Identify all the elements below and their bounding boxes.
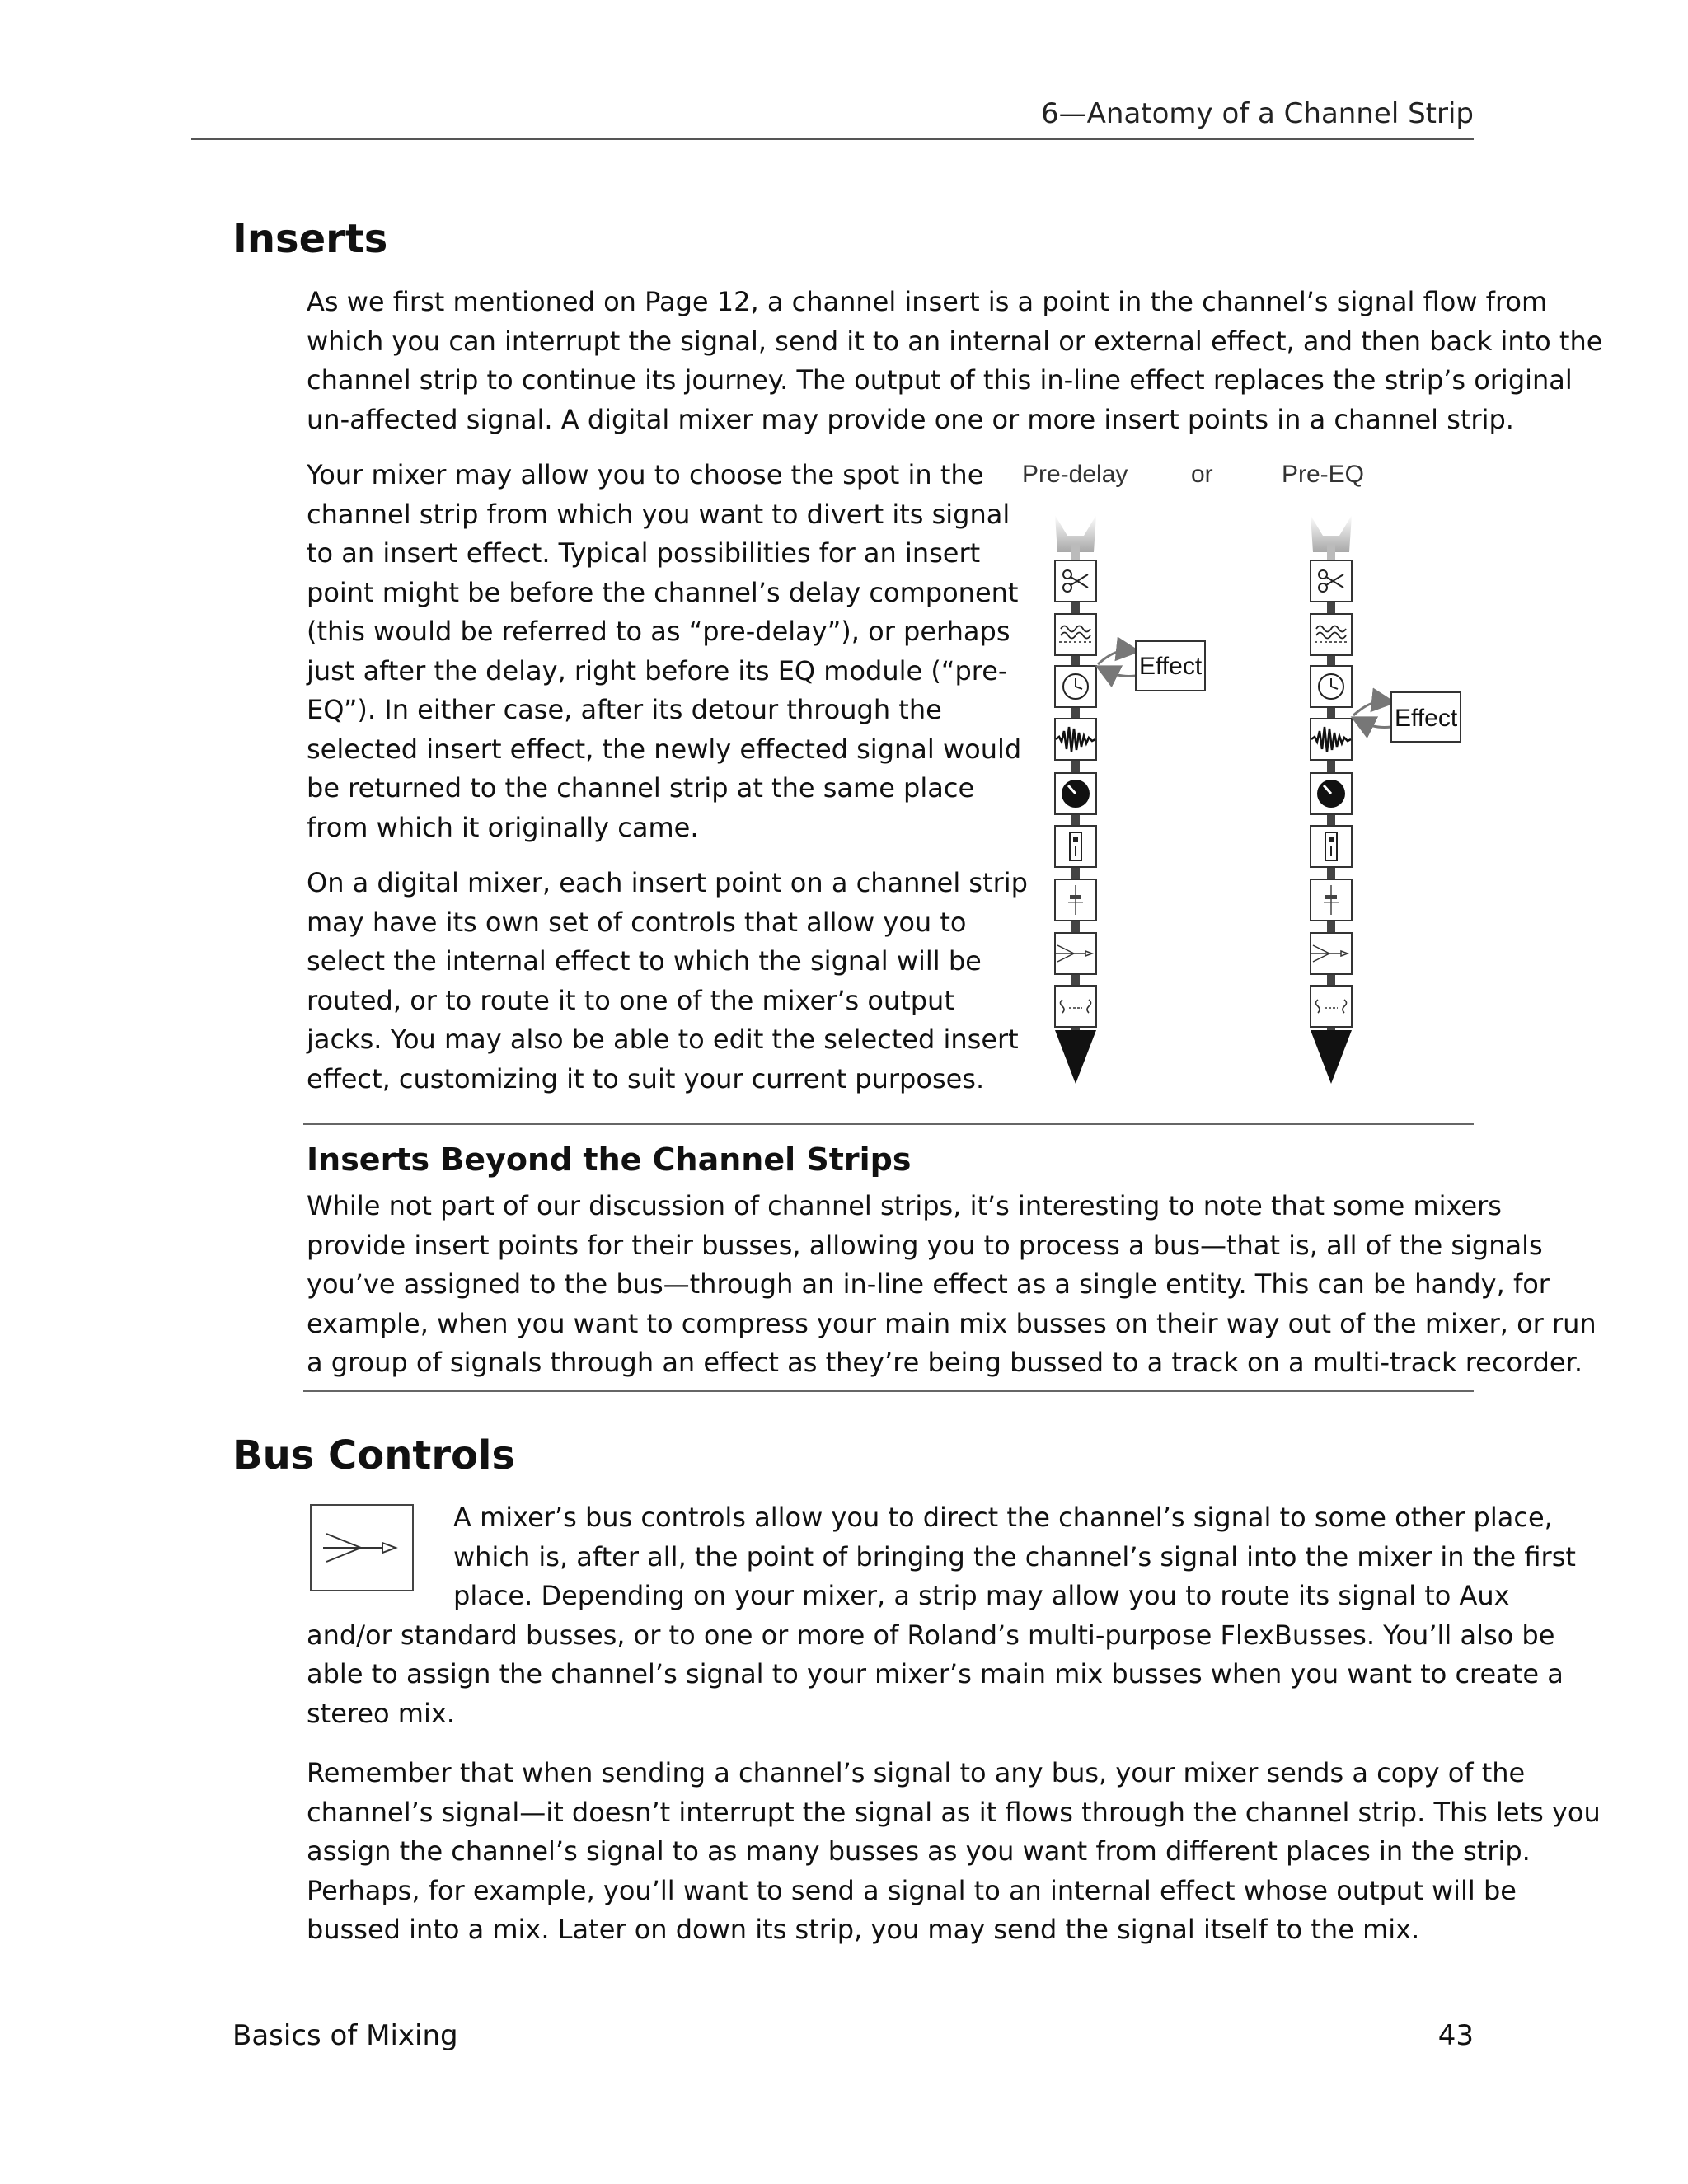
knob-icon [1055, 773, 1096, 814]
text-line: EQ”). In either case, after its detour through the [307, 694, 942, 725]
text-line: While not part of our discussion of channel strips, it’s interesting to note that some mixers [307, 1190, 1502, 1221]
footer-page-number: 43 [1437, 2019, 1474, 2052]
text-line: a group of signals through an effect as they’re being bussed to a track on a multi-track recorder. [307, 1347, 1582, 1378]
scissors-icon [1311, 560, 1352, 602]
switch-icon [1055, 826, 1096, 867]
inserts-heading: Inserts [232, 216, 388, 262]
insert-point-figure [989, 453, 1500, 1113]
fader-icon [1311, 879, 1352, 921]
sidebar-paragraph [307, 1187, 1597, 1383]
text-line: Remember that when sending a channel’s signal to any bus, your mixer sends a copy of the [307, 1757, 1526, 1788]
text-line: to an insert effect. Typical possibilities for an insert [307, 537, 981, 569]
clock-icon [1311, 666, 1352, 707]
text-line: Your mixer may allow you to choose the spot in the [307, 459, 984, 490]
text-line: jacks. You may also be able to edit the selected insert [307, 1024, 1019, 1055]
text-line: bussed into a mix. Later on down its strip, you may send the signal itself to the mix. [307, 1914, 1420, 1945]
scissors-icon [1055, 560, 1096, 602]
text-line: On a digital mixer, each insert point on a channel strip [307, 867, 1028, 898]
text-line: example, when you want to compress your main mix busses on their way out of the mixer, or run [307, 1307, 1597, 1339]
text-line: just after the delay, right before its EQ module (“pre- [307, 654, 1008, 687]
text-line: which is, after all, the point of bringing the channel’s signal into the mixer in the first [453, 1540, 1576, 1572]
channel-strip-pre-delay [1055, 515, 1205, 1084]
text-line: assign the channel’s signal to as many busses as you want from different places in the strip. [307, 1835, 1531, 1867]
text-line: selected insert effect, the newly effected signal would [307, 733, 1022, 765]
text-line: select the internal effect to which the signal will be [307, 945, 982, 977]
text-line: effect, customizing it to suit your current purposes. [307, 1062, 985, 1094]
text-line: and/or standard busses, or to one or more of Roland’s multi-purpose FlexBusses. You’ll also be [307, 1619, 1555, 1651]
waveform-icon [1311, 719, 1352, 760]
switch-icon [1311, 826, 1352, 867]
inserts-paragraph-3 [307, 864, 1028, 1099]
text-line: may have its own set of controls that allow you to [307, 906, 967, 938]
pan-icon [1055, 986, 1096, 1027]
sidebar-top-rule [303, 1123, 1474, 1125]
inserts-paragraph-1 [307, 283, 1602, 439]
sidebar-bottom-rule [303, 1390, 1474, 1392]
text-line: channel strip from which you want to divert its signal [307, 498, 1010, 530]
bus-routing-icon [1311, 933, 1352, 974]
header-rule [191, 138, 1474, 140]
text-line: A mixer’s bus controls allow you to direct the channel’s signal to some other place, [453, 1502, 1553, 1533]
text-line: be returned to the channel strip at the same place [307, 772, 975, 804]
text-line: channel’s signal—it doesn’t interrupt the signal as it flows through the channel strip. This lets you [307, 1796, 1601, 1828]
text-line: As we first mentioned on Page 12, a channel insert is a point in the channel’s signal flow from [307, 286, 1548, 317]
pan-icon [1311, 986, 1352, 1027]
eq-wave-icon [1055, 614, 1096, 655]
text-line: you’ve assigned to the bus—through an in-line effect as a single entity. This can be handy, for [307, 1268, 1550, 1300]
figure-label-pre-eq: Pre-EQ [1282, 461, 1365, 488]
clock-icon [1055, 666, 1096, 707]
effect-label-pre-eq: Effect [1395, 705, 1458, 732]
footer-book-title: Basics of Mixing [232, 2019, 458, 2052]
text-line: place. Depending on your mixer, a strip may allow you to route its signal to Aux [453, 1580, 1510, 1611]
text-line: stereo mix. [307, 1697, 455, 1729]
running-head: 6—Anatomy of a Channel Strip [1041, 97, 1474, 130]
text-line: from which it originally came. [307, 811, 699, 843]
sidebar-heading: Inserts Beyond the Channel Strips [307, 1141, 912, 1178]
bus-paragraph-1 [307, 1498, 1576, 1733]
text-line: which you can interrupt the signal, send it to an internal or external effect, and then back into the [307, 325, 1603, 357]
bus-controls-heading: Bus Controls [232, 1432, 516, 1479]
figure-label-pre-delay: Pre-delay [1022, 461, 1128, 488]
text-line: (this would be referred to as “pre-delay”), or perhaps [307, 616, 1010, 647]
effect-label-pre-delay: Effect [1139, 653, 1203, 680]
text-line: point might be before the channel’s delay component [307, 576, 1019, 608]
waveform-icon [1055, 719, 1096, 760]
text-line: provide insert points for their busses, allowing you to process a bus—that is, all of the signals [307, 1229, 1543, 1261]
text-line: un-affected signal. A digital mixer may provide one or more insert points in a channel strip. [307, 403, 1514, 435]
text-line: routed, or to route it to one of the mixer’s output [307, 984, 954, 1016]
text-line: able to assign the channel’s signal to your mixer’s main mix busses when you want to create a [307, 1658, 1564, 1690]
channel-strip-pre-eq [1311, 515, 1461, 1084]
eq-wave-icon [1311, 614, 1352, 655]
figure-label-or: or [1191, 461, 1213, 488]
bus-paragraph-2 [307, 1754, 1601, 1950]
inserts-paragraph-2 [307, 456, 1021, 847]
bus-routing-icon [1055, 933, 1096, 974]
text-line: channel strip to continue its journey. The output of this in-line effect replaces the strip’s original [307, 364, 1573, 396]
text-line: Perhaps, for example, you’ll want to send a signal to an internal effect whose output will be [307, 1874, 1517, 1906]
fader-icon [1055, 879, 1096, 921]
knob-icon [1311, 773, 1352, 814]
